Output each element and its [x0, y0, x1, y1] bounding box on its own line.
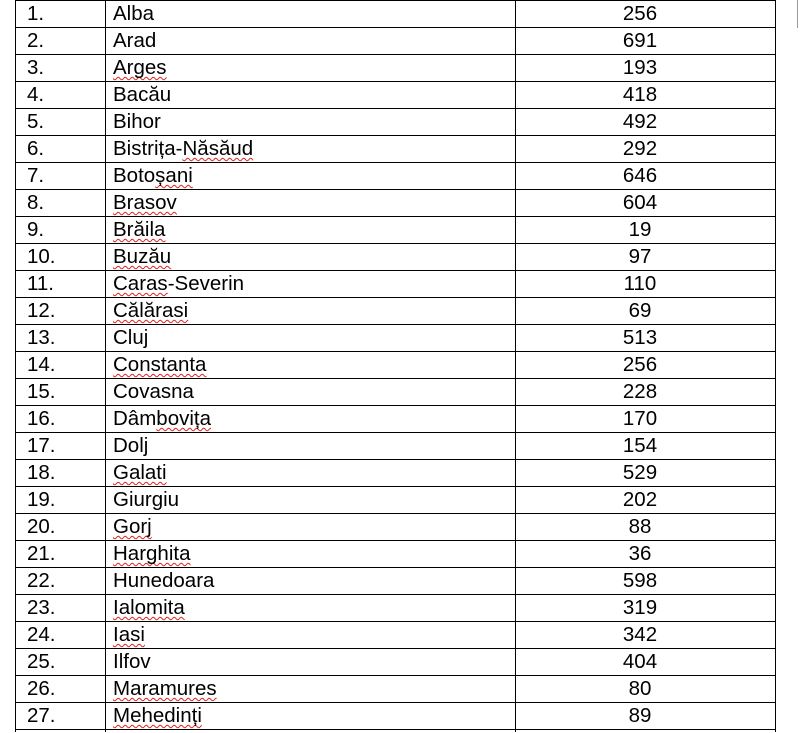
table-row	[16, 298, 776, 325]
row-number-cell: 24.	[16, 622, 106, 649]
county-name-cell: Bistrița-Năsăud	[106, 136, 516, 163]
spellcheck-underline: Iasi	[113, 623, 145, 646]
count-cell: 88	[516, 514, 776, 541]
count-cell: 228	[516, 379, 776, 406]
spellcheck-underline: Harghita	[113, 542, 191, 565]
spellcheck-underline: Ialomita	[113, 596, 185, 619]
count-cell: 170	[516, 406, 776, 433]
table-row	[16, 82, 776, 109]
table-body	[16, 1, 776, 730]
spellcheck-underline: Brasov	[113, 191, 177, 214]
table-row	[16, 55, 776, 82]
row-number-cell: 8.	[16, 190, 106, 217]
count-cell: 691	[516, 28, 776, 55]
table-row	[16, 1, 776, 28]
county-name-cell: Bihor	[106, 109, 516, 136]
county-name-cell-partial	[106, 730, 516, 733]
count-cell: 202	[516, 487, 776, 514]
row-number-cell: 21.	[16, 541, 106, 568]
row-number-cell: 7.	[16, 163, 106, 190]
row-number-cell: 4.	[16, 82, 106, 109]
table-row	[16, 109, 776, 136]
table-row	[16, 595, 776, 622]
county-name-cell	[106, 622, 516, 649]
county-name-cell: Arad	[106, 28, 516, 55]
county-name-cell: Caras-Severin	[106, 271, 516, 298]
spellcheck-underline: Caras	[113, 272, 168, 295]
county-name-cell: Alba	[106, 1, 516, 28]
spellcheck-underline: Gorj	[113, 515, 152, 538]
county-count-table	[15, 0, 776, 732]
spellcheck-underline: Arges	[113, 56, 167, 79]
table-row	[16, 244, 776, 271]
row-number-cell: 1.	[16, 1, 106, 28]
count-cell: 418	[516, 82, 776, 109]
table-row	[16, 487, 776, 514]
county-name-cell	[106, 514, 516, 541]
table-row-partial	[16, 730, 776, 733]
count-cell: 342	[516, 622, 776, 649]
row-number-cell: 17.	[16, 433, 106, 460]
row-number-cell: 25.	[16, 649, 106, 676]
county-name-cell	[106, 676, 516, 703]
table-row	[16, 352, 776, 379]
row-number-cell: 3.	[16, 55, 106, 82]
row-number-cell-partial	[16, 730, 106, 733]
table-row	[16, 325, 776, 352]
table-row	[16, 703, 776, 730]
county-name-cell: Cluj	[106, 325, 516, 352]
table-row	[16, 190, 776, 217]
row-number-cell: 5.	[16, 109, 106, 136]
row-number-cell: 18.	[16, 460, 106, 487]
count-cell: 80	[516, 676, 776, 703]
table-row	[16, 514, 776, 541]
row-number-cell: 16.	[16, 406, 106, 433]
table-row	[16, 433, 776, 460]
row-number-cell: 6.	[16, 136, 106, 163]
county-name-cell	[106, 298, 516, 325]
county-name-cell	[106, 460, 516, 487]
row-number-cell: 27.	[16, 703, 106, 730]
spellcheck-underline: șani	[155, 164, 193, 187]
row-number-cell: 2.	[16, 28, 106, 55]
spellcheck-underline: Năsăud	[182, 137, 254, 160]
county-name-cell	[106, 55, 516, 82]
table-row	[16, 379, 776, 406]
count-cell: 69	[516, 298, 776, 325]
county-name-cell: Dolj	[106, 433, 516, 460]
row-number-cell: 22.	[16, 568, 106, 595]
row-number-cell: 23.	[16, 595, 106, 622]
county-name-cell	[106, 352, 516, 379]
row-number-cell: 11.	[16, 271, 106, 298]
spellcheck-underline: Constanta	[113, 353, 207, 376]
count-cell: 110	[516, 271, 776, 298]
spellcheck-underline: bovița	[156, 407, 212, 430]
table-row	[16, 217, 776, 244]
table-row	[16, 622, 776, 649]
table-row	[16, 163, 776, 190]
count-cell: 154	[516, 433, 776, 460]
row-number-cell: 14.	[16, 352, 106, 379]
county-name-cell	[106, 595, 516, 622]
county-name-cell	[106, 541, 516, 568]
county-name-cell: Covasna	[106, 379, 516, 406]
count-cell: 36	[516, 541, 776, 568]
count-cell: 513	[516, 325, 776, 352]
county-name-cell	[106, 703, 516, 730]
count-cell: 646	[516, 163, 776, 190]
count-cell: 292	[516, 136, 776, 163]
count-cell: 404	[516, 649, 776, 676]
count-cell: 319	[516, 595, 776, 622]
county-name-cell: Botoșani	[106, 163, 516, 190]
table-row	[16, 460, 776, 487]
county-name-cell: Ilfov	[106, 649, 516, 676]
row-number-cell: 9.	[16, 217, 106, 244]
count-cell: 598	[516, 568, 776, 595]
county-name-cell	[106, 217, 516, 244]
table-row	[16, 676, 776, 703]
spellcheck-underline: Brăila	[113, 218, 166, 241]
row-number-cell: 26.	[16, 676, 106, 703]
count-cell: 604	[516, 190, 776, 217]
count-cell: 492	[516, 109, 776, 136]
county-name-cell: Dâmbovița	[106, 406, 516, 433]
county-name-cell: Giurgiu	[106, 487, 516, 514]
spellcheck-underline: Maramures	[113, 677, 217, 700]
county-name-cell: Hunedoara	[106, 568, 516, 595]
page-edge-line	[797, 0, 798, 28]
table-row	[16, 649, 776, 676]
count-cell: 256	[516, 352, 776, 379]
row-number-cell: 10.	[16, 244, 106, 271]
spellcheck-underline: Mehedinți	[113, 704, 202, 727]
spellcheck-underline: Galati	[113, 461, 167, 484]
spellcheck-underline: Buzău	[113, 245, 172, 268]
table-partial-row-group	[16, 730, 776, 733]
count-cell: 529	[516, 460, 776, 487]
table-row	[16, 406, 776, 433]
county-name-cell	[106, 244, 516, 271]
table-row	[16, 271, 776, 298]
row-number-cell: 13.	[16, 325, 106, 352]
county-name-cell: Bacău	[106, 82, 516, 109]
count-cell-partial	[516, 730, 776, 733]
row-number-cell: 19.	[16, 487, 106, 514]
table-row	[16, 28, 776, 55]
table-row	[16, 568, 776, 595]
row-number-cell: 12.	[16, 298, 106, 325]
count-cell: 256	[516, 1, 776, 28]
count-cell: 89	[516, 703, 776, 730]
row-number-cell: 15.	[16, 379, 106, 406]
count-cell: 19	[516, 217, 776, 244]
table-row	[16, 541, 776, 568]
row-number-cell: 20.	[16, 514, 106, 541]
table-row	[16, 136, 776, 163]
county-name-cell	[106, 190, 516, 217]
count-cell: 97	[516, 244, 776, 271]
count-cell: 193	[516, 55, 776, 82]
spellcheck-underline: Călărasi	[113, 299, 189, 322]
